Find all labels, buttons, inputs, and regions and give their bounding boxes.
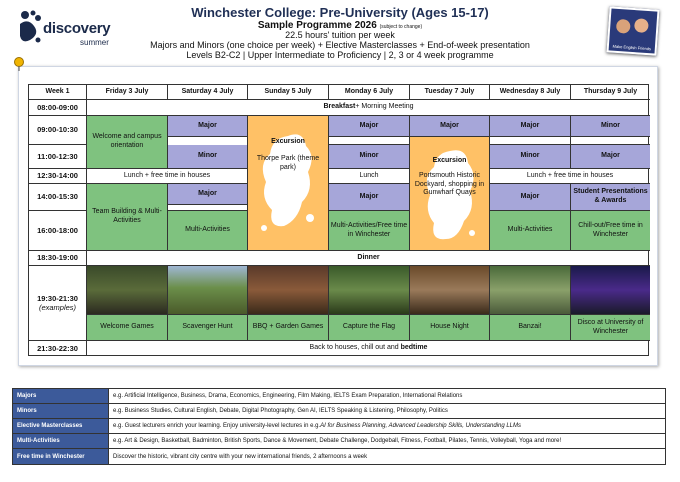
legend-value: Discover the historic, vibrant city centre with your new international friends, 2 afternoons a week — [113, 453, 368, 460]
evening-photo — [410, 266, 490, 315]
legend-value — [109, 419, 665, 433]
major-slot: Major — [410, 116, 490, 137]
evening-photo — [329, 266, 410, 315]
minor-slot: Minor — [490, 145, 571, 169]
team-building: Team Building & Multi-Activities — [87, 184, 168, 251]
legend-row — [13, 434, 665, 449]
evening-activity: Welcome Games — [87, 315, 168, 341]
day-header: Tuesday 7 July — [410, 85, 490, 100]
evening-photo — [248, 266, 329, 315]
evening-activity: Capture the Flag — [329, 315, 410, 341]
subtitle-note: (subject to change) — [379, 24, 423, 31]
legend-key: Minors — [13, 404, 109, 418]
portsmouth-label: Portsmouth Historic Dockyard, shopping in Gunwharf Quays — [414, 171, 485, 197]
bedtime-text: Back to houses, chill out and — [309, 344, 399, 352]
major-slot: Major — [329, 116, 410, 137]
logo-mark-icon — [18, 10, 44, 46]
day-header: Thursday 9 July — [571, 85, 650, 100]
excursion-portsmouth — [410, 137, 490, 251]
time-slot: 21:30-22:30 — [29, 341, 87, 356]
time-slot: 11:00-12:30 — [29, 145, 87, 169]
breakfast-row — [87, 100, 650, 116]
header-line-3: Levels B2-C2 | Upper Intermediate to Proficiency | 2, 3 or 4 week programme — [186, 50, 494, 61]
timetable — [28, 84, 649, 356]
evening-activity: House Night — [410, 315, 490, 341]
time-slot: 18:30-19:00 — [29, 251, 87, 266]
multi-activities: Multi-Activities — [490, 211, 571, 251]
time-slot: 09:00-10:30 — [29, 116, 87, 145]
pushpin-icon — [12, 57, 26, 71]
minor-slot: Minor — [329, 145, 410, 169]
time-slot: 08:00-09:00 — [29, 100, 87, 116]
excursion-label: Excursion — [432, 157, 467, 164]
evening-activity: Scavenger Hunt — [168, 315, 248, 341]
welcome-orientation: Welcome and campus orientation — [87, 116, 168, 169]
bedtime-row — [87, 341, 650, 356]
break-gap — [571, 137, 650, 145]
header-line-2: Majors and Minors (one choice per week) + Elective Masterclasses + End-of-week presentation — [150, 40, 530, 51]
major-slot: Major — [168, 184, 248, 205]
brand-sub: summer — [80, 38, 109, 47]
day-header: Sunday 5 July — [248, 85, 329, 100]
legend-row — [13, 404, 665, 419]
major-slot: Major — [168, 116, 248, 137]
dinner-row: Dinner — [87, 251, 650, 266]
day-header: Wednesday 8 July — [490, 85, 571, 100]
subtitle-text: Sample Programme 2026 — [257, 20, 377, 32]
minor-slot: Minor — [571, 116, 650, 137]
time-slot: 16:00-18:00 — [29, 211, 87, 251]
legend-key: Majors — [13, 389, 109, 403]
break-gap — [329, 137, 410, 145]
evening-photo — [571, 266, 650, 315]
students-photo — [606, 6, 659, 55]
evening-photo — [168, 266, 248, 315]
time-slot: 12:30-14:00 — [29, 169, 87, 184]
excursion-thorpe-park — [248, 116, 329, 251]
photo-caption: Make English Friends — [612, 43, 652, 52]
legend-value: e.g. Art & Design, Basketball, Badminton, British Sports, Dance & Movement, Debate Challenge, Dodgeball, Fitness, Football, Pilates, Tennis, Volleyball, Yoga and more! — [113, 438, 562, 444]
week-header: Week 1 — [29, 85, 87, 100]
chill-out-free-time: Chill-out/Free time in Winchester — [571, 211, 650, 251]
bedtime-bold: bedtime — [400, 344, 428, 352]
lunch: Lunch — [329, 169, 410, 184]
break-gap — [490, 137, 571, 145]
legend-table — [12, 388, 666, 465]
page-header — [130, 6, 550, 61]
multi-activities-free-time: Multi-Activities/Free time in Winchester — [329, 211, 410, 251]
legend-value: e.g. Artificial Intelligence, Business, Drama, Economics, Engineering, Film Making, IELTS Exam Preparation, International Relations — [113, 393, 463, 399]
lunch-free-time: Lunch + free time in houses — [87, 169, 248, 184]
header-line-1: 22.5 hours' tuition per week — [285, 30, 395, 41]
lunch-free-time: Lunch + free time in houses — [490, 169, 650, 184]
evening-note: (examples) — [38, 303, 77, 312]
evening-time: 19:30-21:30 — [37, 293, 78, 303]
evening-activity: BBQ + Garden Games — [248, 315, 329, 341]
brand-name: discovery — [43, 20, 111, 37]
legend-row — [13, 449, 665, 464]
major-slot: Major — [329, 184, 410, 211]
time-slot: 14:00-15:30 — [29, 184, 87, 211]
multi-activities: Multi-Activities — [168, 211, 248, 251]
breakfast-label: Breakfast — [323, 103, 356, 111]
major-slot: Major — [490, 116, 571, 137]
evening-photo — [87, 266, 168, 315]
page-title: Winchester College: Pre-University (Ages 15-17) — [191, 5, 489, 20]
legend-row — [13, 419, 665, 434]
evening-activity: Disco at University of Winchester — [571, 315, 650, 341]
student-face-2 — [634, 18, 649, 33]
legend-key: Free time in Winchester — [13, 449, 109, 464]
legend-italic: AI for Business Planning, Advanced Leadership Skills, Understanding LLMs — [320, 423, 522, 429]
brand-logo — [18, 10, 111, 50]
excursion-label: Excursion — [271, 138, 305, 145]
legend-value: e.g. Business Studies, Cultural English, Debate, Digital Photography, Gen AI, IELTS Speaking & Listening, Philosophy, Politics — [113, 408, 448, 414]
day-header: Monday 6 July — [329, 85, 410, 100]
evening-photo — [490, 266, 571, 315]
major-slot: Major — [571, 145, 650, 169]
legend-key: Elective Masterclasses — [13, 419, 109, 433]
break-gap — [168, 137, 248, 145]
thorpe-park-label: Thorpe Park (theme park) — [256, 154, 320, 171]
major-slot: Major — [490, 184, 571, 211]
student-face-1 — [616, 19, 631, 34]
evening-activity: Banzai! — [490, 315, 571, 341]
time-slot-evening — [29, 266, 87, 341]
legend-row — [13, 389, 665, 404]
legend-key: Multi-Activities — [13, 434, 109, 448]
breakfast-rest: + Morning Meeting — [355, 103, 414, 111]
day-header: Saturday 4 July — [168, 85, 248, 100]
legend-text: e.g. Guest lecturers enrich your learning. Enjoy university-level lectures in e.g. — [113, 423, 321, 429]
day-header: Friday 3 July — [87, 85, 168, 100]
minor-slot: Minor — [168, 145, 248, 169]
student-presentations: Student Presentations & Awards — [571, 184, 650, 211]
